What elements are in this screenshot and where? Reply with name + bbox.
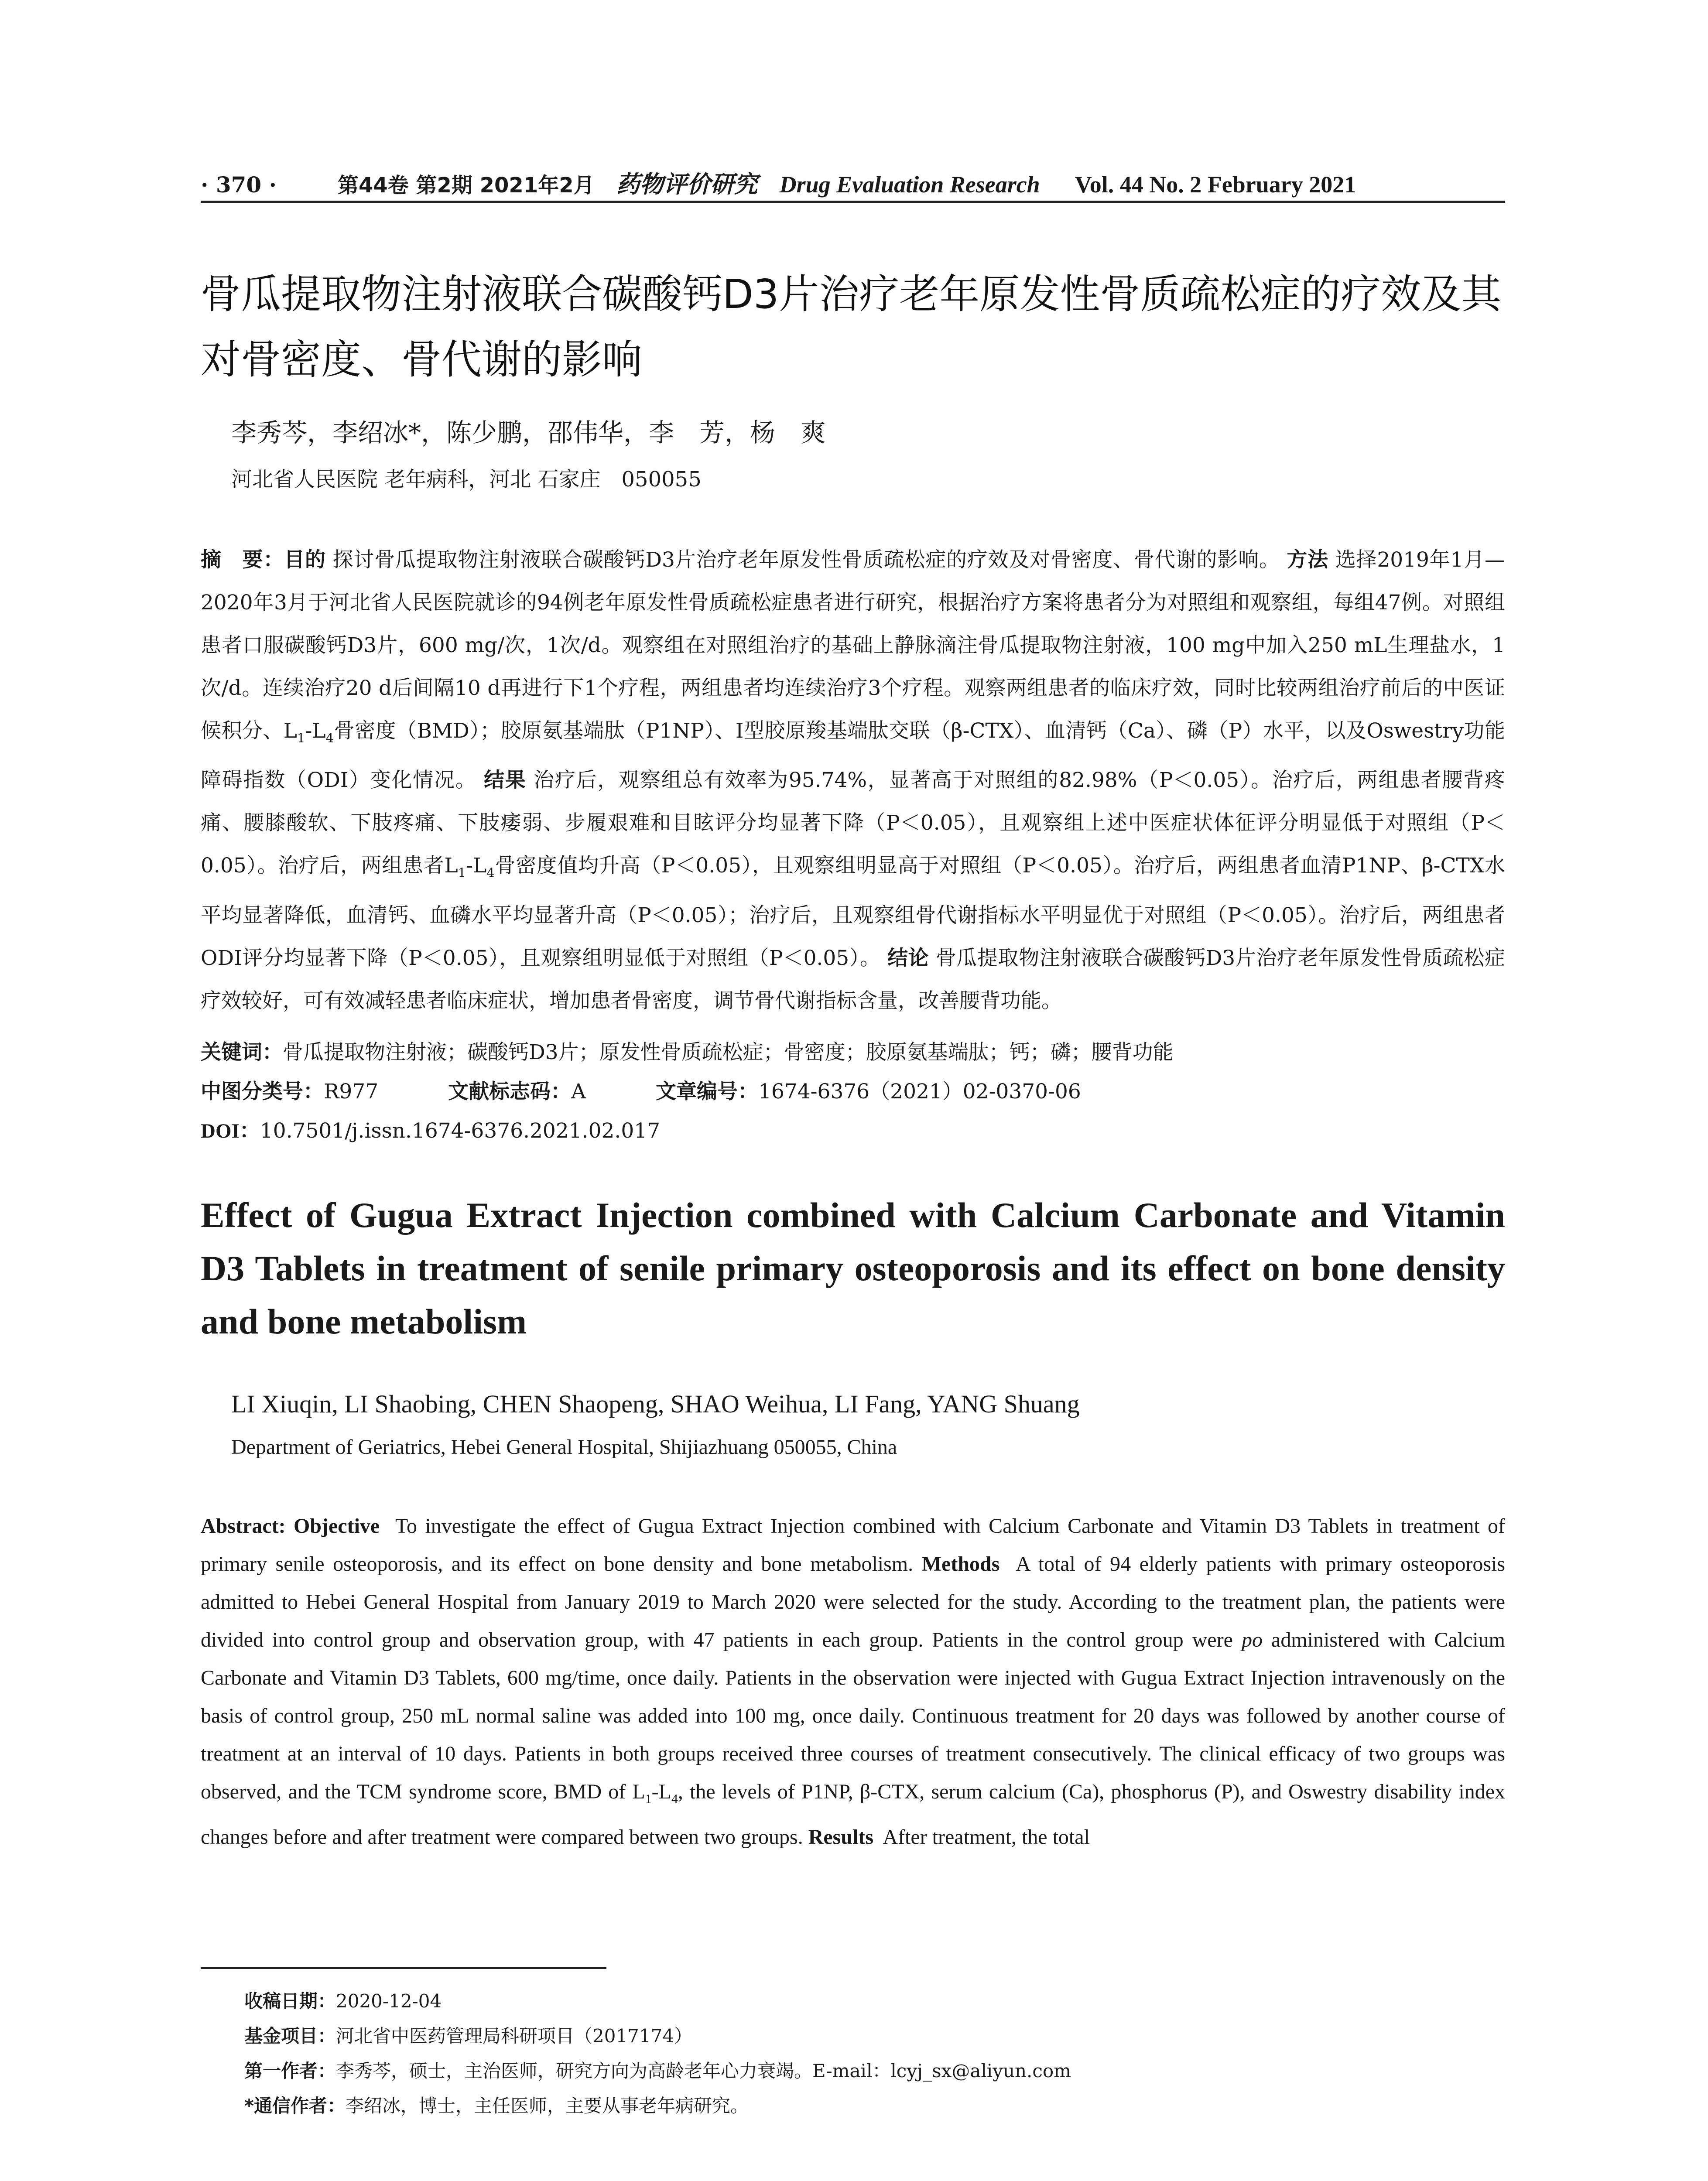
fund-label: 基金项目： — [244, 2025, 336, 2047]
journal-name-en: Drug Evaluation Research — [779, 171, 1040, 198]
doc-code-label: 文献标志码： — [448, 1080, 572, 1104]
results-cn-text-1: 治疗后，观察组总有效率为95.74%，显著高于对照组的82.98%（P＜0.05）。治疗后，两组患者腰背疼痛、腰膝酸软、下肢疼痛、下肢痿弱、步履艰难和目眩评分均显著下降（P＜0.05），且观察组上述中医症状体征评分明显低于对照组（P＜0.05）。治疗后，两组患者L — [201, 768, 1506, 878]
keywords-label: 关键词： — [201, 1040, 283, 1064]
conclusion-cn-text: 骨瓜提取物注射液联合碳酸钙D3片治疗老年原发性骨质疏松症疗效较好，可有效减轻患者临床症状，增加患者骨密度，调节骨代谢指标含量，改善腰背功能。 — [201, 946, 1505, 1013]
corresponding-value: 李绍冰，博士，主任医师，主要从事老年病研究。 — [345, 2095, 749, 2116]
methods-cn-label: 方法 — [1287, 548, 1328, 572]
first-author-label: 第一作者： — [244, 2060, 336, 2082]
keywords-cn — [201, 1036, 1505, 1065]
affiliation-cn: 河北省人民医院 老年病科，河北 石家庄 050055 — [231, 467, 702, 492]
results-cn-text-3: 骨密度值均升高（P＜0.05），且观察组明显高于对照组（P＜0.05）。治疗后，两组患者血清P1NP、β-CTX水平均显著降低，血清钙、血磷水平均显著升高（P＜0.05）；治疗后，且观察组骨代谢指标水平明显优于对照组（P＜0.05）。治疗后，两组患者ODI评分均显著下降（P＜0.05），且观察组明显低于对照组（P＜0.05）。 — [201, 854, 1505, 970]
classification-line — [201, 1075, 1505, 1104]
page-number: · 370 · — [201, 172, 277, 198]
fund-value: 河北省中医药管理局科研项目（2017174） — [336, 2025, 693, 2047]
methods-en-sub-1: 1 — [645, 1791, 652, 1806]
doi-value: 10.7501/j.issn.1674-6376.2021.02.017 — [260, 1119, 661, 1143]
methods-en-text-2: administered with Calcium Carbonate and Vitamin D3 Tablets, 600 mg/time, once daily. Patients in the observation were injected with Gugua Extract Injection intravenously on the basis of control group, 250 mL normal saline was added into 100 mg, once daily. Continuous treatment for 20 days was followed by another course of treatment at an interval of 10 days. Patients in both groups received three courses of treatment consecutively. The clinical efficacy of two groups was observed, and the TCM syndrome score, BMD of L — [201, 1628, 1506, 1803]
results-cn-sub-2: 4 — [486, 865, 495, 880]
article-title-cn: 骨瓜提取物注射液联合碳酸钙D3片治疗老年原发性骨质疏松症的疗效及其对骨密度、骨代谢的影响 — [201, 271, 1502, 383]
footnote-rule — [201, 1967, 606, 1969]
methods-cn-sub-1: 1 — [297, 730, 305, 745]
journal-name-cn: 药物评价研究 — [616, 170, 758, 198]
abstract-cn-label: 摘 要： — [201, 548, 284, 572]
footnote-received — [244, 1987, 1466, 2013]
methods-en-text-4: , the levels of P1NP, β-CTX, serum calcium (Ca), phosphorus (P), and Oswestry disability index changes before and after treatment were compared between two groups. — [201, 1780, 1506, 1849]
objective-cn-label: 目的 — [284, 548, 326, 572]
abstract-en-label: Abstract: — [201, 1514, 286, 1538]
received-label: 收稿日期： — [244, 1990, 336, 2012]
methods-cn-sub-2: 4 — [325, 730, 334, 745]
methods-en-po: po — [1241, 1628, 1263, 1651]
methods-en-text-3: -L — [651, 1780, 671, 1803]
authors-cn: 李秀芩，李绍冰*，陈少鹏，邵伟华，李 芳，杨 爽 — [231, 418, 826, 448]
clc-label: 中图分类号： — [201, 1080, 324, 1104]
article-title-en: Effect of Gugua Extract Injection combined with Calcium Carbonate and Vitamin D3 Tablets in treatment of senile primary osteoporosis and its effect on bone density and bone metabolism — [201, 1195, 1505, 1341]
conclusion-cn-label: 结论 — [887, 946, 929, 970]
first-author-value: 李秀芩，硕士，主治医师，研究方向为高龄老年心力衰竭。E-mail：lcyj_sx@aliyun.com — [336, 2060, 1071, 2082]
abstract-en — [201, 1507, 1505, 1856]
objective-cn-text: 探讨骨瓜提取物注射液联合碳酸钙D3片治疗老年原发性骨质疏松症的疗效及对骨密度、骨代谢的影响。 — [332, 548, 1280, 572]
volume-info-en: Vol. 44 No. 2 February 2021 — [1075, 171, 1356, 198]
header-rule — [201, 201, 1505, 203]
doc-code-value: A — [571, 1080, 586, 1104]
received-value: 2020-12-04 — [336, 1990, 442, 2012]
footnote-corresponding — [244, 2092, 1466, 2118]
results-cn-sub-1: 1 — [458, 865, 466, 880]
objective-en-label: Objective — [293, 1514, 380, 1538]
results-en-text: After treatment, the total — [883, 1825, 1090, 1849]
methods-en-text-1: A total of 94 elderly patients with primary osteoporosis admitted to Hebei General Hospital from January 2019 to March 2020 were selected for the study. According to the treatment plan, the patients were divided into control group and observation group, with 47 patients in each group. Patients in the control group were — [201, 1552, 1506, 1651]
authors-en: LI Xiuqin, LI Shaobing, CHEN Shaopeng, SHAO Weihua, LI Fang, YANG Shuang — [231, 1390, 1080, 1418]
methods-cn-text-2: -L — [305, 719, 326, 743]
objective-en-text: To investigate the effect of Gugua Extract Injection combined with Calcium Carbonate and Vitamin D3 Tablets in treatment of primary senile osteoporosis, and its effect on bone density and bone metabolism. — [201, 1514, 1505, 1576]
affiliation-en: Department of Geriatrics, Hebei General Hospital, Shijiazhuang 050055, China — [231, 1436, 897, 1459]
clc-value: R977 — [324, 1080, 379, 1104]
results-cn-label: 结果 — [484, 768, 527, 793]
footnote-first-author — [244, 2057, 1466, 2083]
doi-line — [201, 1114, 1505, 1144]
running-header — [201, 166, 1505, 199]
article-number-value: 1674-6376（2021）02-0370-06 — [758, 1080, 1081, 1104]
methods-cn-text-3: 骨密度（BMD）；胶原氨基端肽（P1NP）、I型胶原羧基端肽交联（β-CTX）、血清钙（Ca）、磷（P）水平，以及Oswestry功能障碍指数（ODI）变化情况。 — [201, 719, 1505, 793]
results-en-label: Results — [808, 1825, 874, 1849]
issue-info-cn: 第44卷 第2期 2021年2月 — [338, 173, 595, 198]
methods-en-sub-2: 4 — [671, 1791, 678, 1806]
keywords-text: 骨瓜提取物注射液；碳酸钙D3片；原发性骨质疏松症；骨密度；胶原氨基端肽；钙；磷；腰背功能 — [283, 1040, 1174, 1064]
results-cn-text-2: -L — [466, 854, 487, 878]
methods-en-label: Methods — [921, 1552, 1000, 1576]
methods-cn-text-1: 选择2019年1月—2020年3月于河北省人民医院就诊的94例老年原发性骨质疏松症患者进行研究，根据治疗方案将患者分为对照组和观察组，每组47例。对照组患者口服碳酸钙D3片，600 mg/次，1次/d。观察组在对照组治疗的基础上静脉滴注骨瓜提取物注射液，100 mg中加入250 mL生理盐水，1次/d。连续治疗20 d后间隔10 d再进行下1个疗程，两组患者均连续治疗3个疗程。观察两组患者的临床疗效，同时比较两组治疗前后的中医证候积分、L — [201, 548, 1505, 743]
article-number-label: 文章编号： — [656, 1080, 759, 1104]
corresponding-label: *通信作者： — [244, 2095, 346, 2116]
footnote-fund — [244, 2022, 1466, 2048]
abstract-cn — [201, 539, 1505, 1022]
doi-label: DOI： — [201, 1120, 260, 1142]
